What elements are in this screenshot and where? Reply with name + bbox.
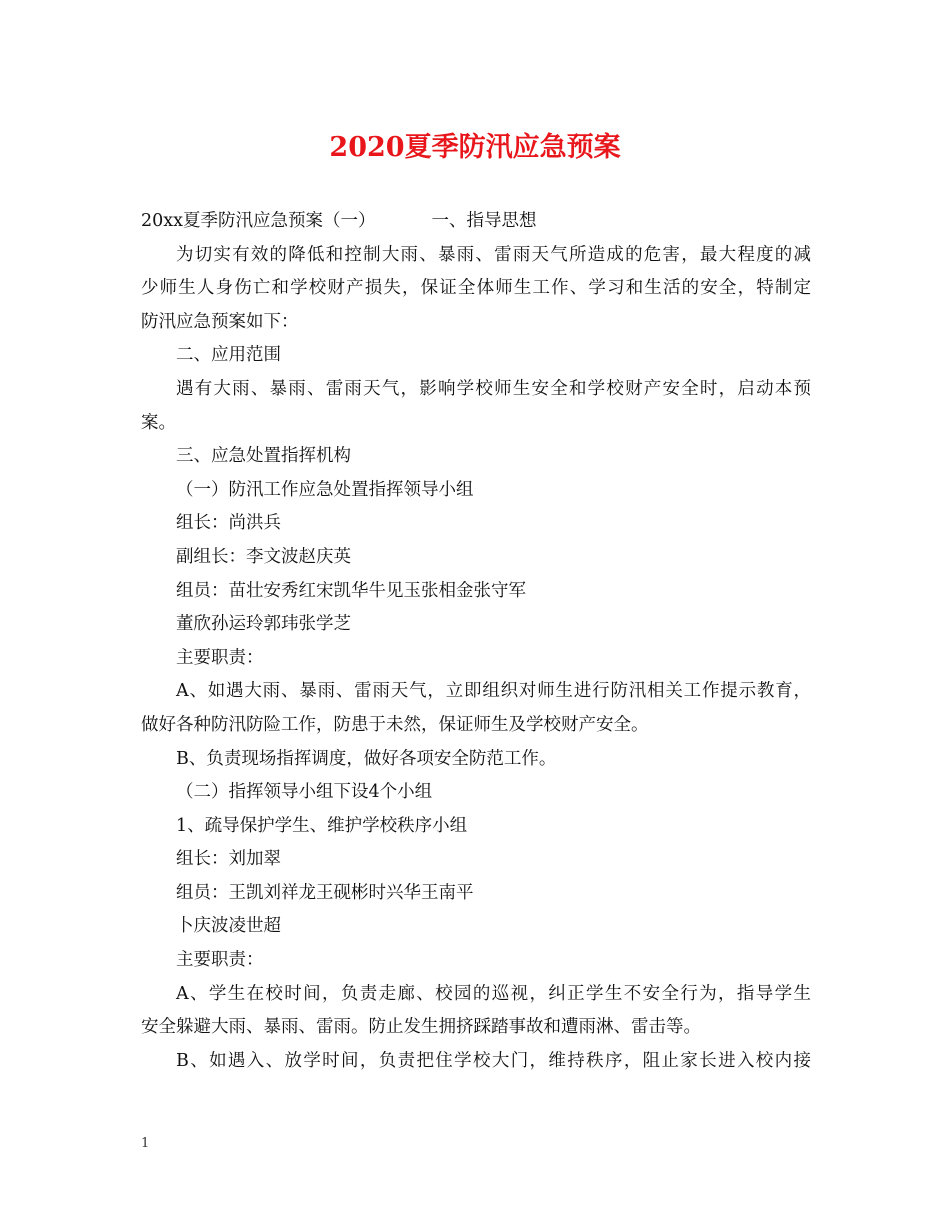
document-body	[141, 205, 811, 1078]
body-line: 防汛应急预案如下：	[141, 311, 299, 332]
body-line: 主要职责：	[176, 647, 264, 668]
body-line: 组长：刘加翠	[176, 849, 281, 870]
body-line: 安全躲避大雨、暴雨、雷雨。防止发生拥挤踩踏事故和遭雨淋、雷击等。	[141, 1017, 701, 1038]
page-number: 1	[141, 1136, 150, 1151]
body-line: 案。	[141, 412, 176, 433]
first-line	[141, 205, 811, 239]
body-line: 二、应用范围	[176, 345, 281, 366]
body-line: 遇有大雨、暴雨、雷雨天气，影响学校师生安全和学校财产安全时，启动本预	[176, 378, 811, 399]
document-title: 2020夏季防汛应急预案	[329, 132, 621, 163]
body-line: A、如遇大雨、暴雨、雷雨天气，立即组织对师生进行防汛相关工作提示教育，	[176, 681, 811, 702]
body-line: 卜庆波凌世超	[176, 916, 281, 937]
body-line: 三、应急处置指挥机构	[176, 446, 351, 467]
body-line: 1、疏导保护学生、维护学校秩序小组	[176, 815, 468, 836]
body-line: 组员：王凯刘祥龙王砚彬时兴华王南平	[176, 882, 474, 903]
body-line: 副组长：李文波赵庆英	[176, 546, 351, 567]
first-line-left: 20xx夏季防汛应急预案（一）	[141, 211, 376, 231]
body-line: （一）防汛工作应急处置指挥领导小组	[176, 479, 474, 500]
body-line: 组长：尚洪兵	[176, 513, 281, 534]
body-line: 为切实有效的降低和控制大雨、暴雨、雷雨天气所造成的危害，最大程度的减	[176, 244, 811, 265]
body-line: B、负责现场指挥调度，做好各项安全防范工作。	[176, 748, 557, 769]
body-line: 做好各种防汛防险工作，防患于未然，保证师生及学校财产安全。	[141, 714, 649, 735]
body-line: 主要职责：	[176, 950, 264, 971]
first-line-right: 一、指导思想	[431, 211, 537, 231]
body-line: 董欣孙运玲郭玮张学芝	[176, 614, 351, 635]
body-line: A、学生在校时间，负责走廊、校园的巡视，纠正学生不安全行为，指导学生	[176, 983, 811, 1004]
body-line: （二）指挥领导小组下设4个小组	[176, 782, 433, 803]
body-line: 组员：苗壮安秀红宋凯华牛见玉张相金张守军	[176, 580, 526, 601]
body-line: B、如遇入、放学时间，负责把住学校大门，维持秩序，阻止家长进入校内接	[176, 1050, 811, 1071]
body-line: 少师生人身伤亡和学校财产损失，保证全体师生工作、学习和生活的安全，特制定	[141, 278, 811, 299]
